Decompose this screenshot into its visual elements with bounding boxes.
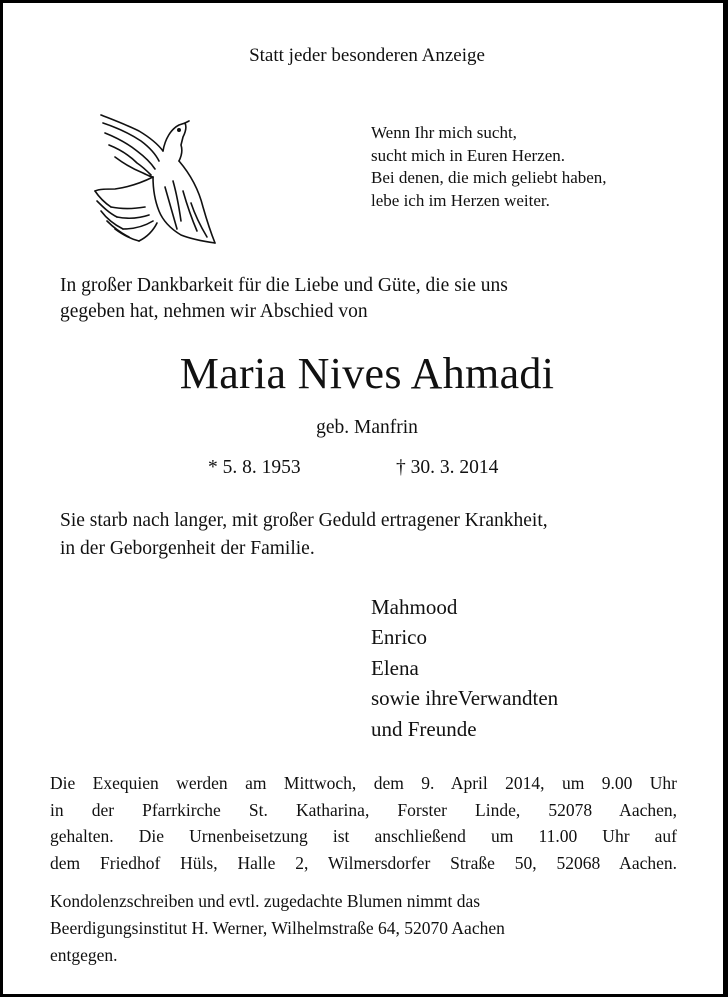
passage-line: in der Geborgenheit der Familie. [60, 538, 315, 559]
service-details [50, 770, 677, 876]
passage-line: Sie starb nach langer, mit großer Geduld ertragener Krankheit, [60, 510, 548, 531]
mourner: Mahmood [371, 595, 458, 619]
poem-line: Bei denen, die mich geliebt haben, [371, 168, 607, 187]
mourners-list [371, 592, 558, 744]
mourner: Elena [371, 655, 419, 680]
intro-line: In großer Dankbarkeit für die Liebe und Güte, die sie uns [60, 275, 508, 296]
service-line: Die Exequien werden am Mittwoch, dem 9. April 2014, um 9.00 Uhr [50, 773, 677, 793]
death-date: † 30. 3. 2014 [396, 457, 499, 478]
service-line: gehalten. Die Urnenbeisetzung ist anschließend um 11.00 Uhr auf [50, 826, 677, 846]
condolence-line: entgegen. [50, 945, 118, 965]
poem-line: sucht mich in Euren Herzen. [371, 145, 566, 165]
intro-line: gegeben hat, nehmen wir Abschied von [60, 301, 368, 322]
maiden-name: geb. Manfrin [316, 417, 418, 438]
service-line: in der Pfarrkirche St. Katharina, Forster Linde, 52078 Aachen, [50, 799, 677, 820]
poem [371, 122, 607, 212]
header-line: Statt jeder besonderen Anzeige [249, 45, 485, 66]
poem-line: Wenn Ihr mich sucht, [371, 123, 517, 142]
condolence-line: Beerdigungsinstitut H. Werner, Wilhelmstraße 64, 52070 Aachen [50, 918, 505, 938]
intro-text [60, 273, 508, 325]
condolence-note [50, 888, 505, 969]
condolence-line: Kondolenzschreiben und evtl. zugedachte Blumen nimmt das [50, 891, 481, 911]
deceased-name: Maria Nives Ahmadi [179, 349, 555, 398]
mourner: sowie ihreVerwandten [371, 686, 559, 711]
mourner: und Freunde [371, 716, 477, 741]
dove-icon [93, 111, 225, 247]
passage-text [60, 507, 548, 563]
birth-date: * 5. 8. 1953 [208, 457, 301, 478]
poem-line: lebe ich im Herzen weiter. [371, 190, 550, 210]
mourner: Enrico [371, 625, 427, 650]
service-line: dem Friedhof Hüls, Halle 2, Wilmersdorfer Straße 50, 52068 Aachen. [50, 852, 677, 873]
